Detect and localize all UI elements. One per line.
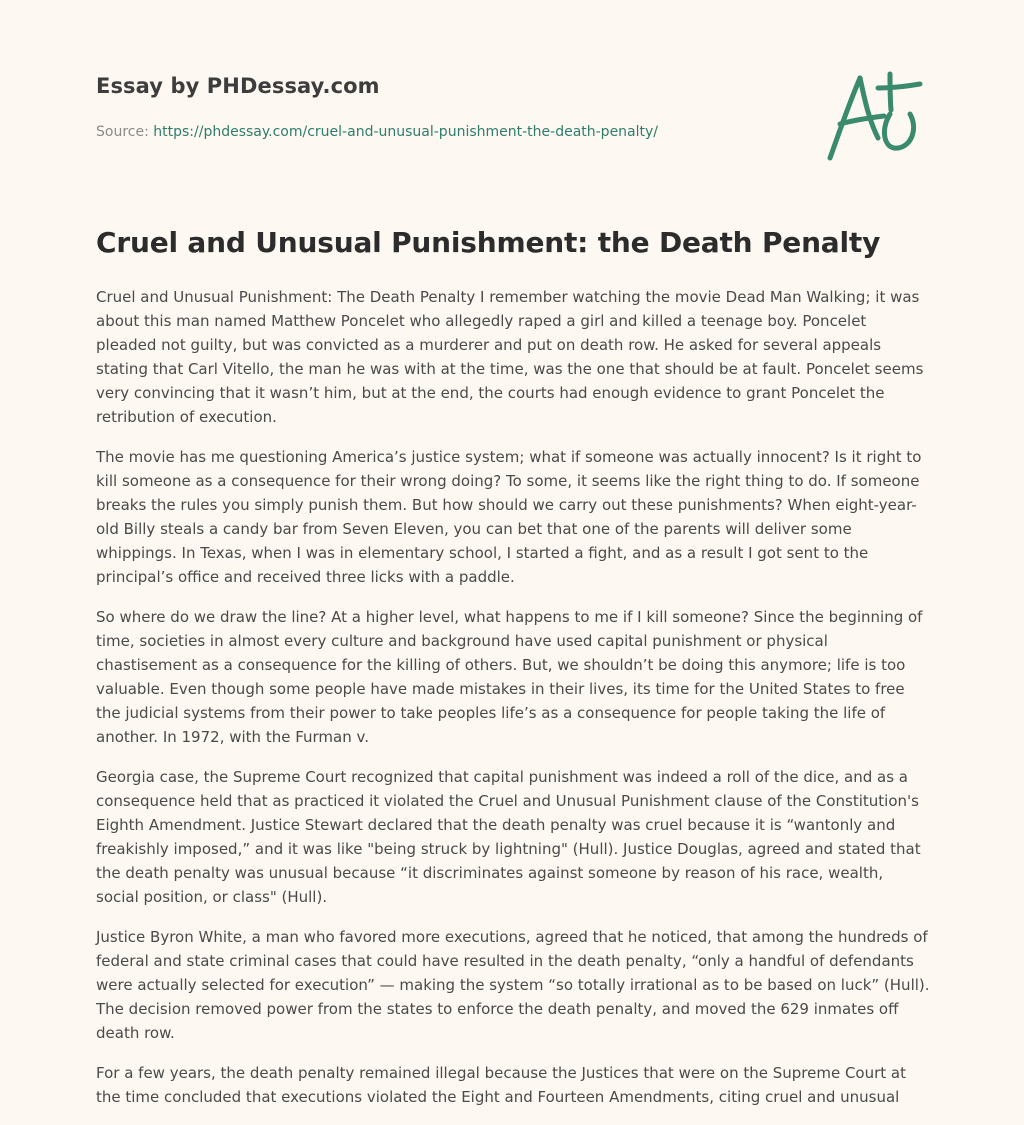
source-label: Source: (96, 124, 149, 140)
essay-paragraph: Justice Byron White, a man who favored more executions, agreed that he noticed, that among the hundreds of federal and state criminal cases that could have resulted in the death penalty, “only a handful of defendants were actually selected for execution” — making the system “so totally irrational as to be based on luck” (Hull). The decision removed power from the states to enforce the death penalty, and moved the 629 inmates off death row. (96, 928, 930, 1042)
essay-paragraph: For a few years, the death penalty remained illegal because the Justices that were on the Supreme Court at the time concluded that executions violated the Eight and Fourteen Amendments, citing cruel and unusual (96, 1064, 907, 1106)
site-title: Essay by PHDessay.com (96, 74, 380, 98)
source-link[interactable]: https://phdessay.com/cruel-and-unusual-punishment-the-death-penalty/ (153, 124, 659, 140)
essay-paragraph: So where do we draw the line? At a higher level, what happens to me if I kill someone? Since the beginning of time, societies in almost every culture and background have used capital punishment or physical chastisement as a consequence for the killing of others. But, we shouldn’t be doing this anymore; life is too valuable. Even though some people have made mistakes in their lives, its time for the United States to free the judicial systems from their power to take peoples life’s as a consequence for people taking the life of another. In 1972, with the Furman v. (96, 608, 923, 746)
essay-paragraph: The movie has me questioning America’s justice system; what if someone was actually innocent? Is it right to kill someone as a consequence for their wrong doing? To some, it seems like the right thing to do. If someone breaks the rules you simply punish them. But how should we carry out these punishments? When eight-year-old Billy steals a candy bar from Seven Eleven, you can bet that one of the parents will deliver some whippings. In Texas, when I was in elementary school, I started a fight, and as a result I got sent to the principal’s office and received three licks with a paddle. (96, 448, 922, 586)
a-plus-grade-logo-icon (820, 66, 928, 166)
source-line (96, 124, 658, 140)
essay-body (96, 285, 930, 1125)
essay-paragraph: Georgia case, the Supreme Court recognized that capital punishment was indeed a roll of the dice, and as a consequence held that as practiced it violated the Cruel and Unusual Punishment clause of the Constitution's Eighth Amendment. Justice Stewart declared that the death penalty was cruel because it is “wantonly and freakishly imposed,” and it was like "being struck by lightning" (Hull). Justice Douglas, agreed and stated that the death penalty was unusual because “it discriminates against someone by reason of his race, wealth, social position, or class" (Hull). (96, 768, 921, 906)
essay-title: Cruel and Unusual Punishment: the Death Penalty (96, 226, 881, 259)
essay-header (96, 74, 796, 140)
essay-paragraph: Cruel and Unusual Punishment: The Death Penalty I remember watching the movie Dead Man Walking; it was about this man named Matthew Poncelet who allegedly raped a girl and killed a teenage boy. Poncelet pleaded not guilty, but was convicted as a murderer and put on death row. He asked for several appeals stating that Carl Vitello, the man he was with at the time, was the one that should be at fault. Poncelet seems very convincing that it wasn’t him, but at the end, the courts had enough evidence to grant Poncelet the retribution of execution. (96, 288, 924, 426)
